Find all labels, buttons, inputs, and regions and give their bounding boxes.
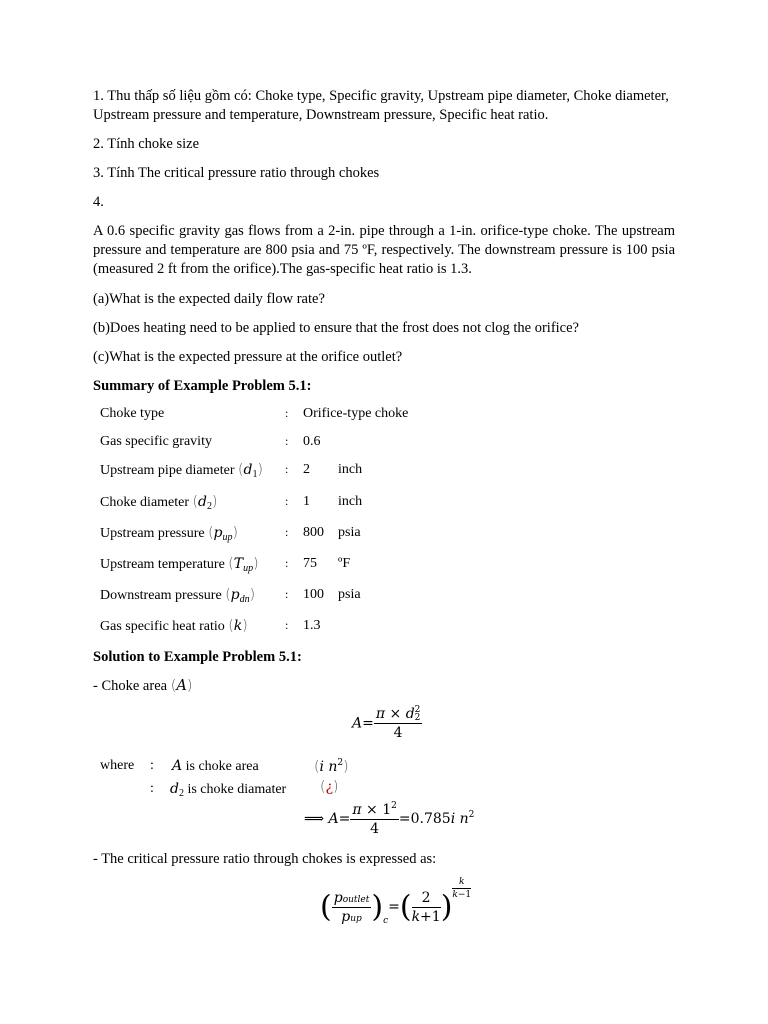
critical-label: - The critical pressure ratio through chokes is expressed as: [93, 851, 437, 867]
row-colon: : [285, 406, 289, 420]
unit-in2: (i $n^2$) [314, 758, 349, 775]
row-unit: inch [338, 494, 363, 509]
row-colon: : [285, 434, 289, 448]
row-colon: : [285, 556, 289, 570]
row-unit: ºF [338, 556, 351, 571]
row-unit: psia [338, 525, 361, 540]
row-value: 75 [303, 556, 317, 571]
summary-row [100, 406, 660, 426]
row-colon: : [285, 494, 289, 508]
row-value: 1.3 [303, 618, 321, 633]
step-2: 2. Tính choke size [93, 136, 200, 152]
row-value: 2 [303, 462, 310, 477]
def-area: A is choke area [172, 758, 259, 774]
choke-area-label: - Choke area (A) [93, 678, 193, 694]
problem-statement: A 0.6 specific gravity gas flows from a 2-in. pipe through a 1-in. orifice-type choke. The upstream pressure and temperature are 800 psia and 75 ºF, respectively. The downstream pressure is 100 psia (measured 2 ft from the orifice).The gas-specific heat ratio is 1.3. [93, 223, 675, 277]
question-c: (c)What is the expected pressure at the orifice outlet? [93, 349, 403, 365]
row-colon: : [285, 462, 289, 476]
row-label: Upstream temperature $(T_{up})$ [100, 556, 259, 574]
row-value: 800 [303, 525, 324, 540]
solution-heading: Solution to Example Problem 5.1: [93, 649, 302, 665]
row-value: 1 [303, 494, 310, 509]
question-b: (b)Does heating need to be applied to ensure that the frost does not clog the orifice? [93, 320, 579, 336]
row-label: Gas specific heat ratio (k) [100, 618, 248, 634]
row-colon: : [285, 587, 289, 601]
row-value: 0.6 [303, 434, 321, 449]
row-label: Gas specific gravity [100, 434, 212, 449]
row-label: Upstream pipe diameter $(d_1)$ [100, 462, 263, 480]
row-colon: : [285, 525, 289, 539]
summary-row [100, 434, 660, 454]
summary-row [100, 462, 660, 482]
where-block: where [100, 758, 135, 773]
summary-row [100, 587, 660, 607]
def-d2: $d_2$ is choke diamater [170, 781, 287, 799]
step-1: 1. Thu thấp số liệu gồm có: Choke type, Specific gravity, Upstream pipe diameter, Choke diameter, Upstream pressure and temperature, Downstream pressure, Specific heat ratio. [93, 88, 669, 123]
row-label: Upstream pressure $(p_{up})$ [100, 525, 238, 543]
row-unit: psia [338, 587, 361, 602]
where-colon-1: : [150, 758, 154, 773]
row-label: Downstream pressure $(p_{dn})$ [100, 587, 256, 605]
summary-heading: Summary of Example Problem 5.1: [93, 378, 312, 394]
row-label: Choke type [100, 406, 165, 421]
choke-area-equation: A= π × d 2 2 4 [352, 705, 421, 741]
summary-row [100, 618, 660, 638]
row-colon: : [285, 618, 289, 632]
summary-row [100, 525, 660, 545]
summary-row [100, 556, 660, 576]
row-value: 100 [303, 587, 324, 602]
choke-area-result: ⟹ A= $\frac{\pi \times 1^2}{4}$ =0.785i $n^2$ [304, 801, 475, 837]
critical-ratio-equation: ( $\frac{\text{poutlet}}{\text{pup}}$ )$_c=$( $\frac{2}{k+1}$ ) $\frac{k}{k-1}$ [320, 877, 472, 926]
row-label: Choke diameter $(d_2)$ [100, 494, 218, 512]
step-4: 4. [93, 194, 104, 210]
unit-error: (¿) [320, 779, 339, 795]
step-3: 3. Tính The critical pressure ratio through chokes [93, 165, 380, 181]
where-colon-2: : [150, 781, 154, 796]
question-a: (a)What is the expected daily flow rate? [93, 291, 325, 307]
row-unit: inch [338, 462, 363, 477]
summary-row [100, 494, 660, 514]
row-value: Orifice-type choke [303, 406, 409, 421]
